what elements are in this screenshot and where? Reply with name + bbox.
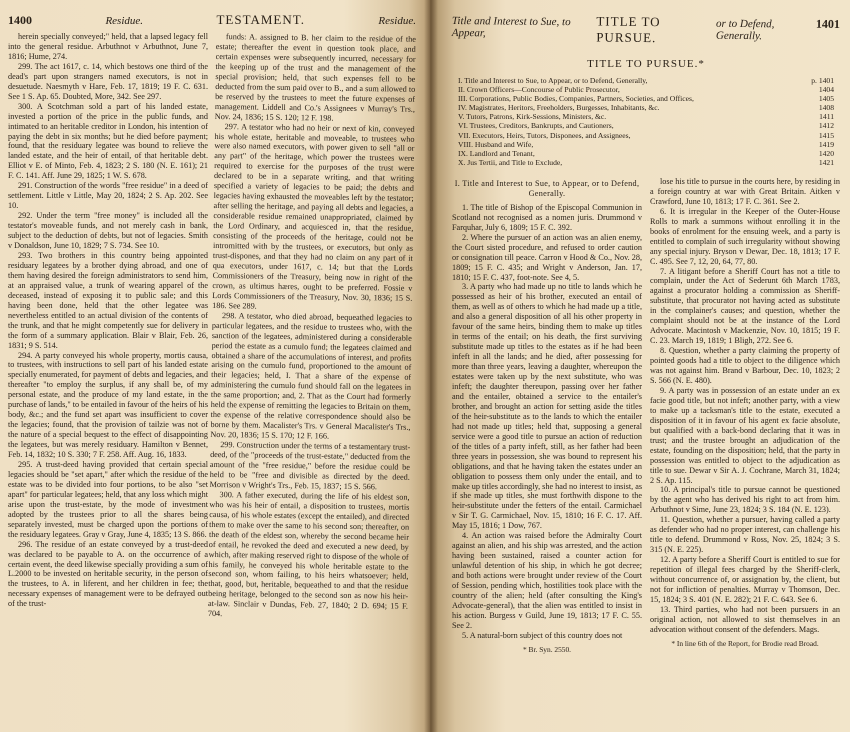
right-column-2 <box>650 177 840 655</box>
toc-row <box>458 131 834 140</box>
right-columns <box>452 177 840 655</box>
paragraph: 298. A testator, who died abroad, bequeathed legacies to particular legatees, and the residue to trustees who, with the sanction of the legatees, administered during a considerable period the estate as a cumulo fund; the legatees claimed and obtained a share of the accumulations of interest, and profits arising on the cumulo fund, proportioned to the amount of their legacies; held, I. That a share of the expense of administering the cumulo fund should fall on the legatees in the same proportion; and, 2. That as the Court had formerly held the expense of remitting the legacies to Britain on them, the expense of the relative correspondence should also be borne by them. Macalister's Trs. v General Macalister's Trs., Nov. 20, 1836; 15 S. 170; 12 F. 166. <box>210 310 413 441</box>
left-column-2 <box>208 32 416 622</box>
toc-label: II. Crown Officers—Concourse of Public Prosecutor, <box>458 85 620 95</box>
paragraph: 296. The residue of an estate conveyed by a trust-deed was declared to be payable to A. on the occurrence of a certain event, the deed likewise specially providing a sum of L.2000 to be invested on heritable security, in the person of the trustees, to A. in liferent, and her children in fee; the necessary expenses of management were to be defrayed out of the trust- <box>8 539 208 609</box>
paragraph: 4. An action was raised before the Admiralty Court against an alien, and his ship was arrested, and the action having been sustained, raised a counter action for unlawful detention of his ship, in which he got decree; and both actions were brought under review of the Court of Session, pending which, hostilities took place with the country of the alien; held (after consulting the King's Advocate-general), that the alien was entitled to insist in his action. Burgess v Guild, June 19, 1813; 17 F. C. 55. See 2. <box>452 531 642 630</box>
paragraph: 293. Two brothers in this country being appointed residuary legatees by a brother dying abroad, and one of them having desired the foreign administrators to send him, at an appraised value, a trunk of wearing apparel of the deceased, instead of exposing it to public sale; and this having been done, held that the other legatee was nevertheless entitled to an actual division of the contents of the trunk, and that he might competently sue for delivery in the form of a summary application. Blair v Blair, Feb. 26, 1831; 9 S. 514. <box>8 250 208 350</box>
toc-label: VII. Executors, Heirs, Tutors, Disponees, and Assignees, <box>458 130 631 140</box>
paragraph: 10. A principal's title to pursue cannot be questioned by the agent who has derived his right to act from him. Arbuthnot v Sime, June 23, 1824; 3 S. 184 (N. E. 123). <box>650 485 840 515</box>
paragraph: 297. A testator who had no heir or next of kin, conveyed his whole estate, heritable and moveable, to trustees who were also named executors, with power given to sell "all or any part" of the heritage, which power the trustees were required to exercise for the purposes of the trust were declared to be in a separate writing, and that writing specified a variety of legacies to be paid; the debts and legacies having exhausted the moveables left by the testator; after selling the heritage, and paying all debts and legacies, a considerable residue remained unappropriated, claimed by the Lord Ordinary, and acquiesced in, that the residue, consisting of the proceeds of the heritage, could not be intromitted with by the trustees, or executors, but only as trust-dispones, and that they had no claim on any part of it qua executors, under 1617, c. 14; but that the Lords Commissioners of the Treasury, being now in right of the crown, as ultimus hæres, ought to be preferred. Fossie v Lords Commissioners of the Treasury, Nov. 30, 1836; 15 S. 186. See 289. <box>212 121 415 311</box>
paragraph: 1. The title of Bishop of the Episcopal Communion in Scotland not recognised as a nomen juris. Drummond v Farquhar, July 6, 1809; 15 F. C. 392. <box>452 202 642 232</box>
table-of-contents <box>458 76 834 167</box>
left-columns <box>8 32 416 619</box>
paragraph: 300. A father executed, during the life of his eldest son, who was his heir of entail, a disposition to trustees, mortis causa, of his whole estates (except the entailed), and directed them to make over the same to his second son; thereafter, on the death of the eldest son, whereby the second became heir of entail, he revoked the deed and executed a new deed, by which, after making reserved right to dispose of the whole of his family, he conveyed his whole heritable estate to the second son, whom failing, to his heirs whatsoever; held, that, good, but, heritable, bequeathed to and that the residue being heritage, belonged to the second son as now his heir-at-law. Sinclair v Dundas, Feb. 27, 1840; 2 D. 694; 15 F. 704. <box>207 489 410 619</box>
paragraph: 300. A Scotchman sold a part of his landed estate, invested a portion of the price in the public funds, and intimated to an heritable creditor in London, his intention of paying the debt in six months; but he died before payment; found, that the residuary legatee was bound to relieve the landed estate, and the heir of entail, of that heritable debt. Elliot v E. of Minto, Feb. 4, 1823; 2 S. 180 (N. E. 161); 21 F. C. 141. Aff. June 29, 1825; 1 W. S. 678. <box>8 101 208 181</box>
toc-label: X. Jus Tertii, and Title to Exclude, <box>458 157 563 167</box>
left-page-number: 1400 <box>8 13 32 27</box>
right-running-head <box>452 12 840 48</box>
paragraph: 7. A litigant before a Sheriff Court has not a title to complain, under the Act of Sederunt 6th March 1783, against a procurator holding a commission as Sheriff-substitute, that procurator not having acted as substitute in the complainer's causes; and question, whether the complaint should not be at the instance of the Lord Advocate. Macintosh v Mackenzie, Nov. 10, 1815; 19 F. C. 23. March 19, 1819; 1 Bligh, 272. See 6. <box>650 266 840 346</box>
book-gutter <box>424 0 438 732</box>
toc-label: I. Title and Interest to Sue, to Appear, or to Defend, Generally, <box>458 76 648 85</box>
toc-label: VIII. Husband and Wife, <box>458 139 534 149</box>
paragraph: 13. Third parties, who had not been pursuers in an original action, not allowed to sist themselves in an advocation without consent of the defenders. Mags. <box>650 604 840 634</box>
footnote-right: * In line 6th of the Report, for Brodie read Broad. <box>671 638 819 648</box>
left-head-center: TESTAMENT. <box>216 12 305 27</box>
toc-row <box>458 76 834 85</box>
left-running-head <box>8 12 416 28</box>
left-head-right: Residue. <box>378 15 416 27</box>
paragraph: 299. Construction under the terms of a testamentary trust-deed, of the "proceeds of the trust-estate," deducted from the amount of the "free residue," before the residue could be held to be "free and divisible as directed by the deed. Morrison v Wright's Trs., Feb. 15, 1837; 15 S. 566. <box>209 440 411 492</box>
paragraph: 2. Where the pursuer of an action was an alien enemy, the Court sisted procedure, and refused to order caution or consignation till peace. Carron v Hood & Co., Nov. 28, 1809; 15 F. C. 435; and Wright v Anderson, Jan. 17, 1810; 15 F. C. 437, foot-note. See 4, 5. <box>452 232 642 282</box>
paragraph: herein specially conveyed;" held, that a lapsed legacy fell into the general residue. Arbuthnot v Arbuthnot, June 7, 1816; Hume, 274. <box>8 32 208 61</box>
toc-label: VI. Trustees, Creditors, Bankrupts, and Cautioners, <box>458 121 614 131</box>
toc-label: V. Tutors, Patrons, Kirk-Sessions, Ministers, &c. <box>458 112 607 122</box>
toc-page: 1408 <box>818 103 834 113</box>
paragraph: funds: A. assigned to B. her claim to the residue of the estate; thereafter the event in question took place, and certain expenses were subsequently incurred, necessary for the keeping up of the trust and the management of the special provision; held, that such expenses fell to be deducted from the sum paid over to B., and a sum allowed to be reserved by the trustees to meet the future expenses of management. Liddell and Co.'s Assignees v Murray's Trs., Nov. 24, 1836; 15 S. 120; 12 F. 198. <box>214 32 416 123</box>
footnote-left: * Br. Syn. 2550. <box>522 644 572 654</box>
toc-label: IX. Landlord and Tenant, <box>458 148 535 158</box>
toc-row <box>458 149 834 158</box>
right-head-center: TITLE TO PURSUE. <box>596 13 661 46</box>
toc-row <box>458 112 834 121</box>
toc-page: 1412 <box>818 121 834 131</box>
toc-page: 1420 <box>818 148 834 158</box>
toc-page: 1419 <box>818 139 834 149</box>
toc-page: 1411 <box>819 112 834 122</box>
paragraph: 292. Under the term "free money" is included all the testator's moveable funds, and not merely cash in bank, subject to the deduction of debts, but not of legacies. Smith v Donaldson, June 10, 1829; 7 S. 734. See 10. <box>8 211 208 251</box>
subsection-heading: I. Title and Interest to Sue, to Appear, or to Defend, Generally. <box>454 178 640 198</box>
paragraph: 11. Question, whether a pursuer, having called a party as defender who had no proper interest, can challenge his title to defend. Drummond v Ross, Nov. 25, 1824; 3 S. 315 (N. E. 225). <box>650 515 840 555</box>
toc-row <box>458 94 834 103</box>
toc-row <box>458 121 834 130</box>
toc-row <box>458 140 834 149</box>
right-head-right: or to Defend, Generally. <box>715 17 775 43</box>
paragraph: 8. Question, whether a party claiming the property of pointed goods had a title to object to the diligence which was not against him. Brand v Barbour, Dec. 10, 1823; 2 S. 566 (N. E. 480). <box>650 346 840 385</box>
left-column-1 <box>8 32 208 619</box>
paragraph: lose his title to pursue in the courts here, by residing in a foreign country at war with Great Britain. Aitken v Crawford, June 10, 1813; 17 F. C. 361. See 2. <box>650 176 840 206</box>
toc-page: 1405 <box>818 94 834 104</box>
toc-page: 1421 <box>818 157 834 167</box>
section-title: TITLE TO PURSUE.* <box>587 58 705 70</box>
toc-row <box>458 85 834 94</box>
paragraph: 5. A natural-born subject of this country does not <box>462 630 623 640</box>
toc-label: III. Corporations, Public Bodies, Companies, Partners, Societies, and Offices, <box>458 94 694 104</box>
toc-row <box>458 158 834 167</box>
toc-label: IV. Magistrates, Heritors, Freeholders, Burgesses, Inhabitants, &c. <box>458 103 660 113</box>
paragraph: 294. A party conveyed his whole property, mortis causa, to trustees, with instructions to sell part of his landed estate specially enumerated, for payment of debts and legacies, and thereafter "to employ the surplus, if any shall be, of my personal estate, and the produce of my land estate, in the purchase of lands," to be entailed in favour of the heirs of his body, &c.; and the fund set apart was insufficient to cover the legacies; found, that the provision of tailzie was not of the nature of a special bequest to the effect of disappointing the legatees, but was merely residuary. Hamilton v Bennet, Feb. 14, 1832; 10 S. 330; 7 F. 258. Aff. Aug. 16, 1833. <box>8 350 208 460</box>
paragraph: 295. A trust-deed having provided that certain special legacies should be "set apart," after which the residue of the estate was to be divided into four portions, to be also "set apart" for particular legatees; held, that any loss which might arise upon the trust-estate, by the mode of investment adopted by the trustees prior to all the shares being separately invested, must be charged upon the portions of the residuary legatees. Gray v Gray, June 4, 1835; 13 S. 866. <box>8 459 208 539</box>
toc-page: p. 1401 <box>811 76 834 85</box>
paragraph: 6. It is irregular in the Keeper of the Outer-House Rolls to mark a summons without enrolling it in the books of enrolment for the ensuing week, and a party is entitled to complain of such irregularity without showing any special injury. Bryson v Dewar, Dec. 18, 1813; 17 F. C. 495. See 7, 12, 20, 64, 77, 80. <box>650 206 840 266</box>
paragraph: 299. The act 1617, c. 14, which bestows one third of the dead's part upon strangers named executors, is not in desuetude. Naesmyth v Hare, Feb. 17, 1819; 19 F. C. 631. See 1 S. Ap. 65. Doubted, More, 342. See 297. <box>8 61 208 101</box>
right-page-number: 1401 <box>815 16 840 32</box>
right-column-1 <box>452 177 642 655</box>
toc-row <box>458 103 834 112</box>
left-head-left: Residue. <box>105 15 144 27</box>
paragraph: 9. A party was in possession of an estate under an ex facie good title, but not infeft; another party, with a view to make up a tacksman's title to the estate, executed a disposition of it in favour of his agent ex facie absolute, but qualified with a back-bond declaring that it was in trust; and the trustee brought an adjudication of the estate, founding on the disposition; held, that the party in possession was entitled to object to the adjudication as title to sue. Dewar v Sir A. J. Cochrane, March 31, 1824; 2 S. Ap. 115. <box>650 385 840 485</box>
right-page <box>430 0 850 732</box>
paragraph: 3. A party who had made up no title to lands which he possessed as heir of his brother, executed an entail of them, as well as of others to which he had made up a title, and also a general disposition of all his other property in favour of the same heirs, binding them to make up titles in terms of the entail; on his death, the first surviving substitute made up titles to the estates as if he had been infeft in all the lands; and he died, after possessing for more than three years, leaving a daughter, whereupon the estates were taken up by the next substitute, who was infeft; the daughter thereupon, passing over her father and the entailer, obtained a service to the entailer's brother, and brought an action for setting aside the titles of the heir-substitute as to the lands to which the entailer had not made up titles; held that, supposing a general service were a good title to pursue an action of reduction of the titles of a party infeft, still, as her father had been three years in possession, she was bound to represent his obligations, and that he having taken the estates under an obligation to possess them only under the entail, and to make up titles accordingly, she had no interest to insist, as if she made up titles, she must forthwith dispone to the heir-substitute under the fetters of the entail. Carmichael v Sir T. G. Carmichael, Nov. 15, 1810; 16 F. C. 17. Aff. May 15, 1816; 1 Dow, 767. <box>452 282 642 531</box>
toc-page: 1415 <box>818 130 834 140</box>
paragraph: 291. Construction of the words "free residue" in a deed of settlement. Little v Little, May 20, 1824; 2 S. Ap. 202. See 10. <box>8 181 208 211</box>
right-head-left: Title and Interest to Sue, to Appear, <box>451 14 571 40</box>
paragraph: 12. A party before a Sheriff Court is entitled to sue for repetition of illegal fees charged by the Sheriff-clerk, without concurrence of, or assignation by, the client, but not for infliction of penalties. Murray v Thomson, Dec. 15, 1824; 3 S. 401 (N. E. 282); 21 F. C. 643. See 6. <box>650 555 840 604</box>
toc-page: 1404 <box>818 85 834 95</box>
